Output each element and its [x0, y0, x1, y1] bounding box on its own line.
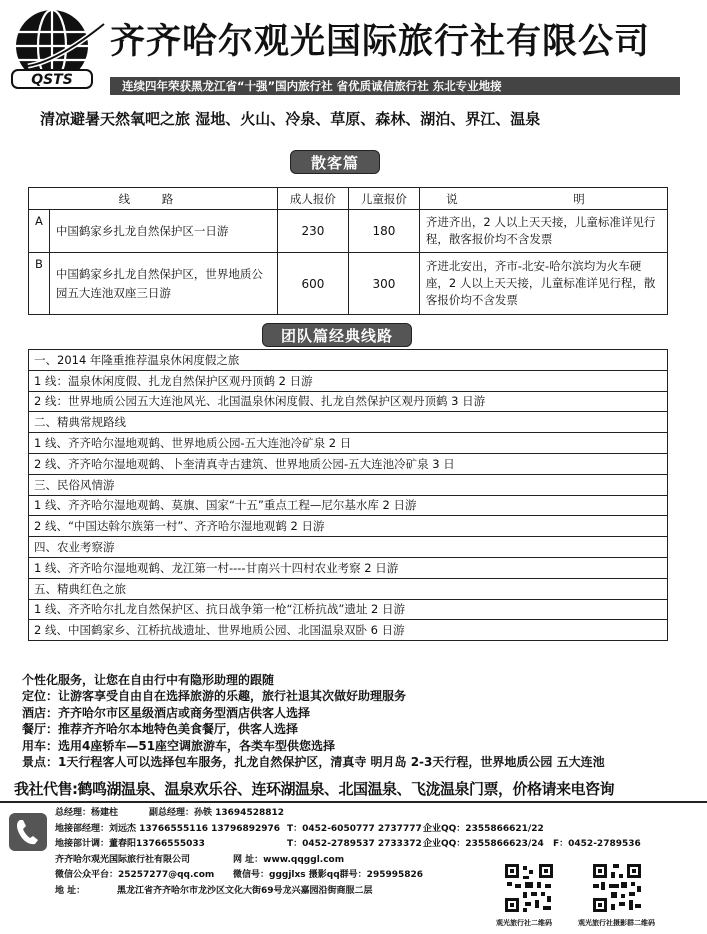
- list-item: [29, 495, 668, 516]
- qr-caption-photography-group: 观光旅行社摄影群二维码: [578, 919, 655, 927]
- list-item: [29, 474, 668, 495]
- route-line: 1 线、齐齐哈尔湿地观鹤、龙江第一村----甘南兴十四村农业考察 2 日游: [29, 557, 668, 578]
- phone-icon: [8, 812, 48, 852]
- telephone-1: T：0452-6050777 2737777: [287, 823, 422, 834]
- route-line: 1 线：温泉休闲度假、扎龙自然保护区观丹顶鹤 2 日游: [29, 370, 668, 391]
- reception-manager: 地接部经理：刘远杰 13766555116 13796892976: [55, 823, 281, 834]
- info-line: 景点：1天行程客人可以选择包车服务，扎龙自然保护区，清真寺 明月岛 2-3天行程，世界地质公园 五大连池: [22, 755, 605, 770]
- list-item: [29, 391, 668, 412]
- info-line: 定位：让游客享受自由自在选择旅游的乐趣，旅行社退其次做好助理服务: [22, 689, 407, 704]
- agency-sales-line: 我社代售:鹤鸣湖温泉、温泉欢乐谷、连环湖温泉、北国温泉、飞泷温泉门票，价格请来电咨询: [14, 780, 615, 798]
- general-manager: 总经理：杨建柱: [55, 808, 119, 818]
- individual-price-table: [28, 187, 668, 315]
- list-item: [29, 453, 668, 474]
- address: 黑龙江省齐齐哈尔市龙沙区文化大街69号龙兴嘉园沿街商服二层: [117, 885, 373, 896]
- row-adult-price: 230: [277, 210, 348, 253]
- qr-caption-travel-agency: 观光旅行社二维码: [496, 919, 552, 927]
- info-line: 用车：选用4座轿车—51座空调旅游车，各类车型供您选择: [22, 738, 336, 753]
- qq-1: 企业QQ：2355866621/22: [423, 823, 544, 834]
- telephone-2: T：0452-2789537 2733372: [287, 839, 422, 850]
- wechat-id: 微信号：gggjlxs 摄影qq群号：295995826: [233, 870, 424, 881]
- section-group-title: 团队篇经典线路: [262, 323, 412, 347]
- reception-planner: 地接部计调：董春阳13766555033: [55, 839, 205, 850]
- list-item: [29, 557, 668, 578]
- route-line: 2 线、中国鹤家乡、江桥抗战遗址、世界地质公园、北国温泉双卧 6 日游: [29, 620, 668, 641]
- header-note: 说 明: [419, 188, 667, 210]
- list-item: [29, 433, 668, 454]
- company-logo: [8, 6, 108, 92]
- header-child: 儿童报价: [348, 188, 419, 210]
- section-individual-title: 散客篇: [290, 150, 380, 174]
- table-header-row: [29, 188, 668, 210]
- route-line: 2 线、“中国达斡尔族第一村”、齐齐哈尔湿地观鹤 2 日游: [29, 516, 668, 537]
- row-note: 齐进齐出，2 人以上天天接，儿童标准详见行程，散客报价均不含发票: [419, 210, 667, 253]
- route-category: 三、民俗风情游: [29, 474, 668, 495]
- group-routes-table: [28, 349, 668, 641]
- table-row: [29, 210, 668, 253]
- wechat-platform: 微信公众平台：25257277@qq.com: [55, 870, 215, 881]
- list-item: [29, 412, 668, 433]
- list-item: [29, 599, 668, 620]
- slogan-bar: 连续四年荣获黑龙江省“十强”国内旅行社 省优质诚信旅行社 东北专业地接: [110, 77, 680, 95]
- route-line: 1 线、齐齐哈尔扎龙自然保护区、抗日战争第一枪“江桥抗战”遗址 2 日游: [29, 599, 668, 620]
- list-item: [29, 620, 668, 641]
- route-line: 2 线、齐齐哈尔湿地观鹤、卜奎清真寺古建筑、世界地质公园-五大连池冷矿泉 3 日: [29, 453, 668, 474]
- info-line: 酒店：齐齐哈尔市区星级酒店或商务型酒店供客人选择: [22, 705, 311, 720]
- row-code: B: [29, 253, 50, 315]
- list-item: [29, 578, 668, 599]
- list-item: [29, 370, 668, 391]
- row-route: 中国鹤家乡扎龙自然保护区，世界地质公园五大连池双座三日游: [49, 253, 277, 315]
- list-item: [29, 537, 668, 558]
- route-category: 五、精典红色之旅: [29, 578, 668, 599]
- route-line: 2 线：世界地质公园五大连池风光、北国温泉休闲度假、扎龙自然保护区观丹顶鹤 3 日游: [29, 391, 668, 412]
- row-child-price: 300: [348, 253, 419, 315]
- route-line: 1 线、齐齐哈尔湿地观鹤、世界地质公园-五大连池冷矿泉 2 日: [29, 433, 668, 454]
- list-item: [29, 350, 668, 371]
- company-full-name: 齐齐哈尔观光国际旅行社有限公司: [55, 854, 191, 865]
- row-route: 中国鹤家乡扎龙自然保护区一日游: [49, 210, 277, 253]
- website[interactable]: 网 址：www.qqggl.com: [233, 854, 345, 865]
- logo-text: QSTS: [31, 72, 73, 88]
- info-line: 个性化服务，让您在自由行中有隐形助理的跟随: [22, 673, 275, 687]
- row-code: A: [29, 210, 50, 253]
- row-adult-price: 600: [277, 253, 348, 315]
- qq-2: 企业QQ：2355866623/24: [423, 839, 544, 850]
- route-category: 四、农业考察游: [29, 537, 668, 558]
- info-line: 餐厅：推荐齐齐哈尔本地特色美食餐厅，供客人选择: [22, 722, 299, 737]
- qr-code-travel-agency: [503, 862, 555, 914]
- header-adult: 成人报价: [277, 188, 348, 210]
- route-line: 1 线、齐齐哈尔湿地观鹤、莫旗、国家“十五”重点工程—尼尔基水库 2 日游: [29, 495, 668, 516]
- route-category: 一、2014 年隆重推荐温泉休闲度假之旅: [29, 350, 668, 371]
- deputy-general-manager: 副总经理：孙铁 13694528812: [149, 808, 285, 818]
- list-item: [29, 516, 668, 537]
- qr-code-photography-group: [591, 862, 643, 914]
- header-route: 线 路: [29, 188, 278, 210]
- service-info: [22, 672, 702, 770]
- table-row: [29, 253, 668, 315]
- tagline: 清凉避暑天然氧吧之旅 湿地、火山、冷泉、草原、森林、湖泊、界江、温泉: [40, 110, 541, 128]
- address-label: 地 址：: [55, 885, 86, 896]
- row-note: 齐进北安出，齐市-北安-哈尔滨均为火车硬座，2 人以上天天接，儿童标准详见行程，散客报价均不含发票: [419, 253, 667, 315]
- company-name: 齐齐哈尔观光国际旅行社有限公司: [110, 21, 651, 62]
- route-category: 二、精典常规路线: [29, 412, 668, 433]
- divider: [0, 801, 707, 803]
- row-child-price: 180: [348, 210, 419, 253]
- fax: F：0452-2789536: [553, 839, 641, 850]
